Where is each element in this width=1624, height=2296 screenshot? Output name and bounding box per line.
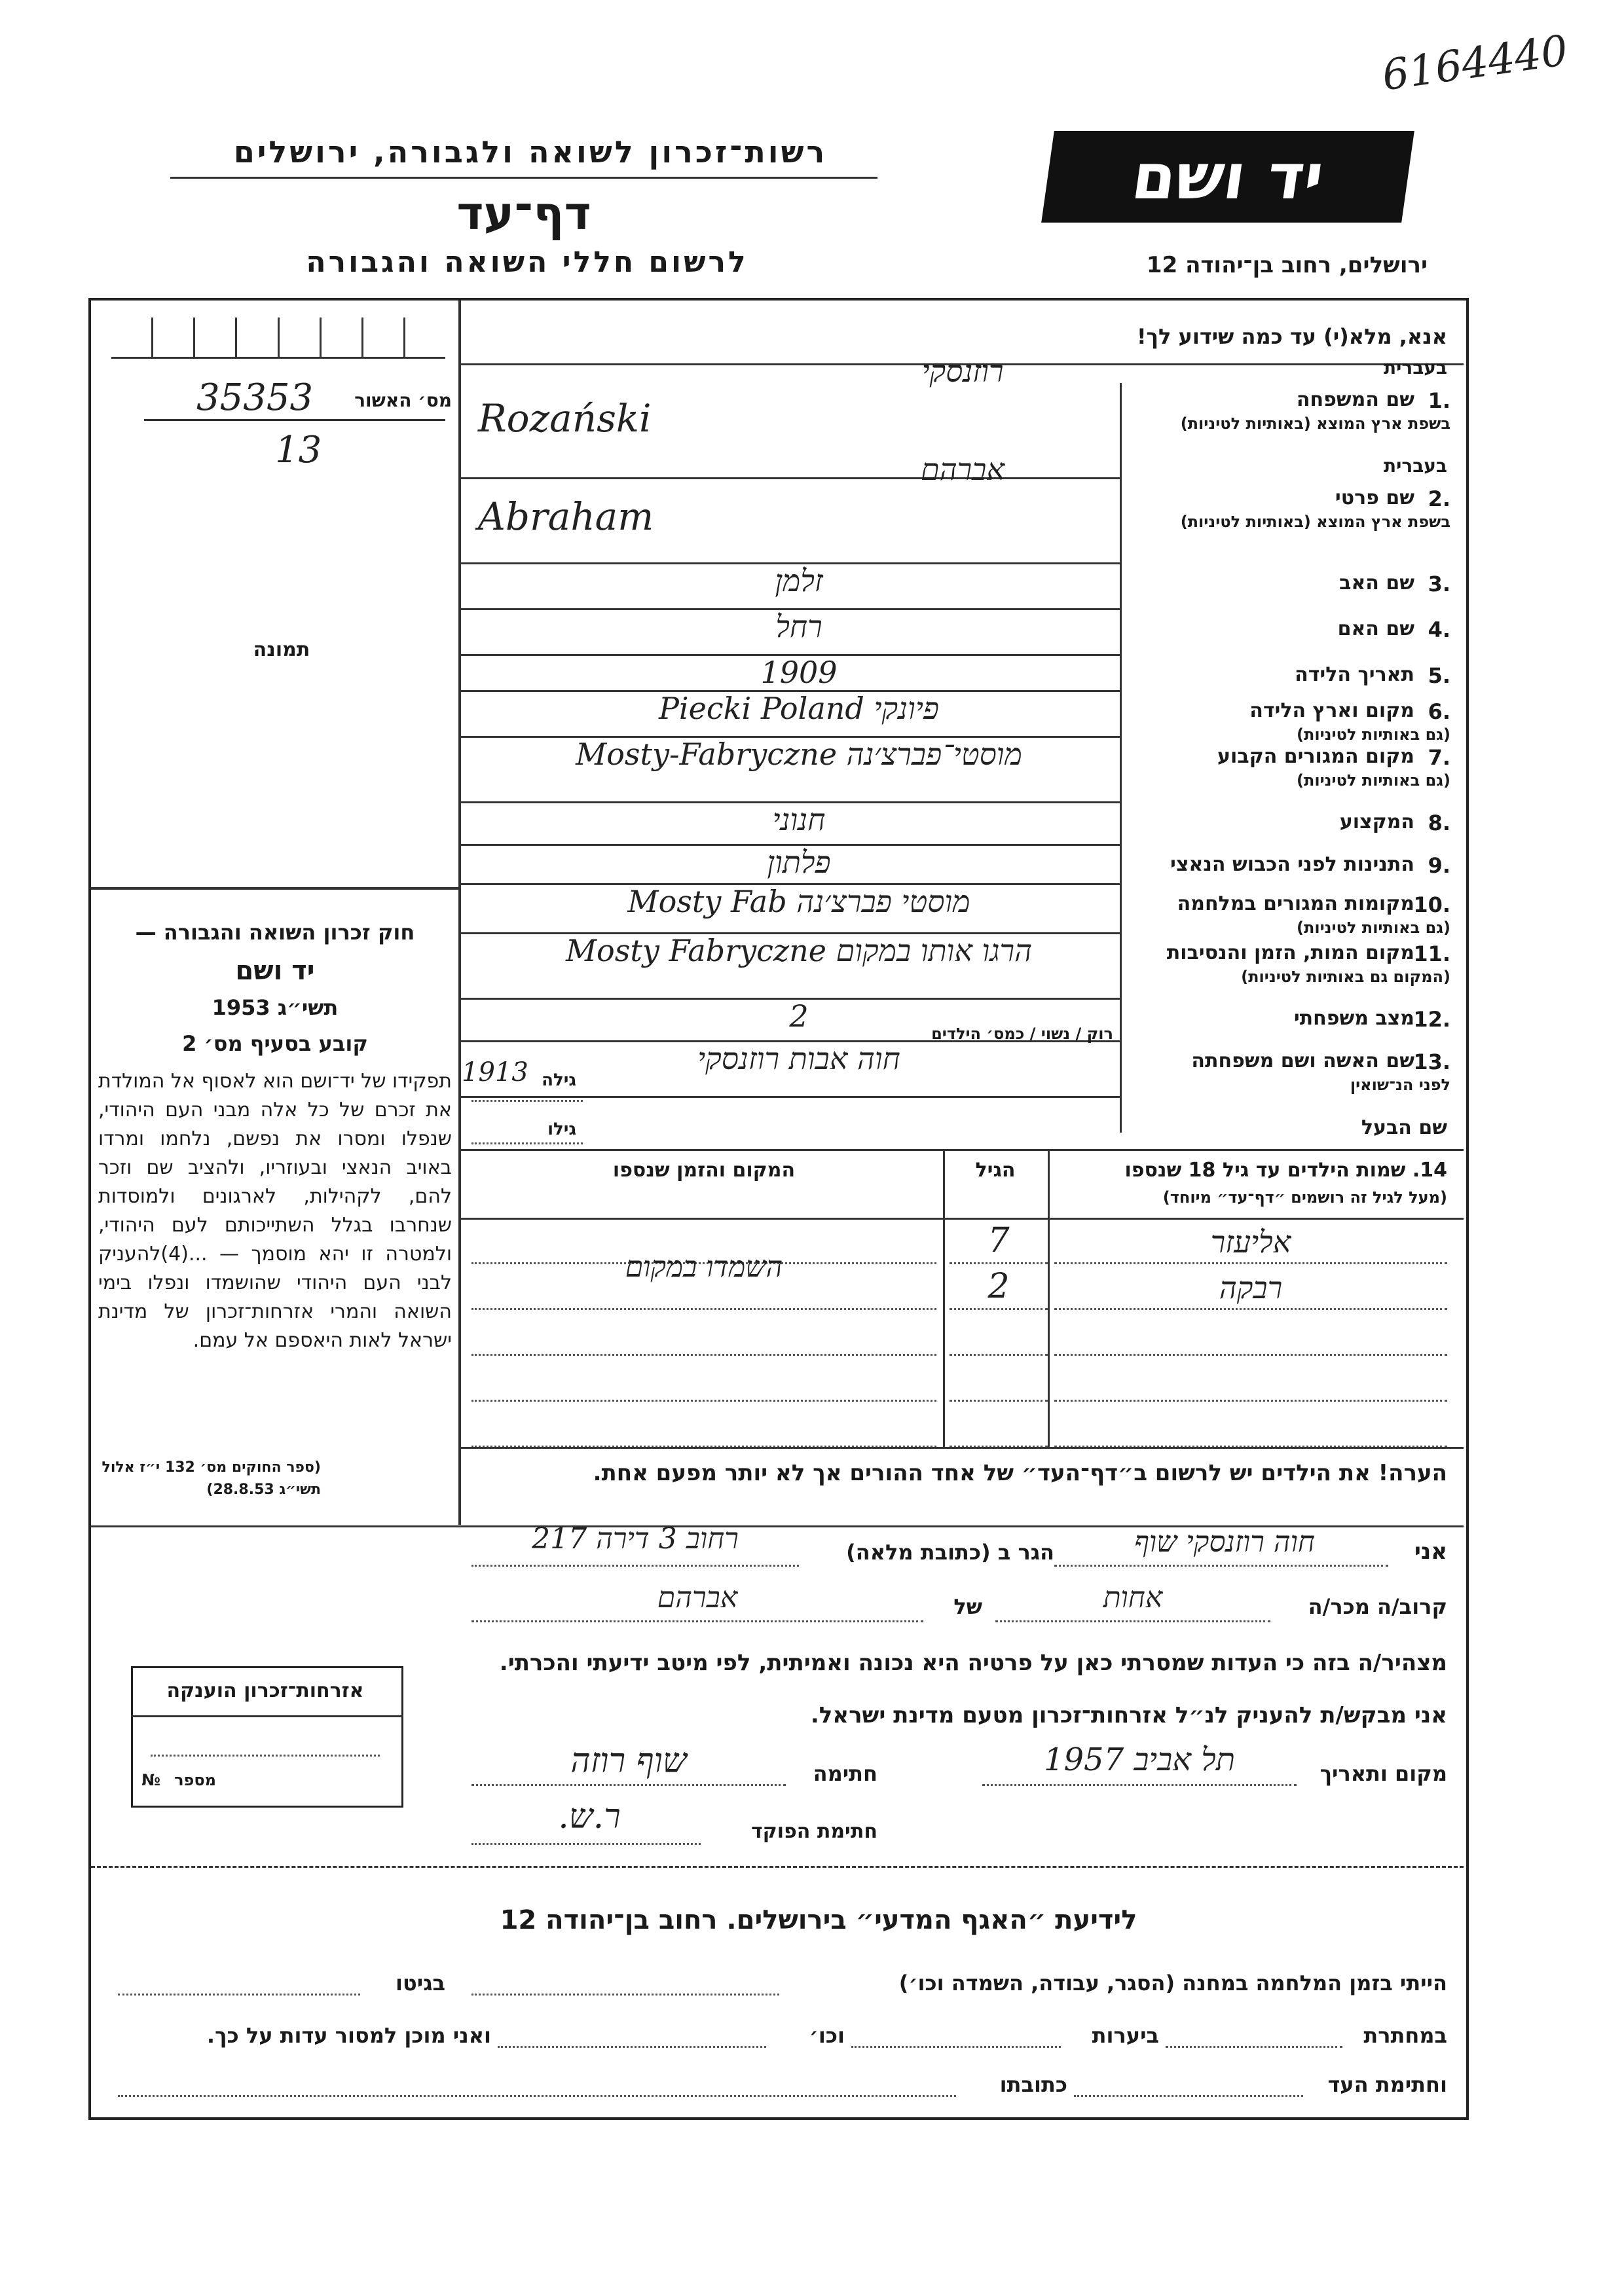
field-row (458, 737, 1464, 805)
field-latin-value: Rozański (478, 396, 652, 441)
relation-value: אחות (1103, 1581, 1163, 1614)
field-row (458, 691, 1464, 744)
field-value: מוסטי־פברצ׳נה Mosty-Fabryczne (576, 737, 1022, 772)
children-subtitle: (מעל לגיל זה רושמים ״דף־עד״ מיוחד) (1162, 1188, 1447, 1207)
top-note: אנא, מלא(י) עד כמה שידוע לך! (1136, 324, 1447, 349)
institution-line: רשות־זכרון לשואה ולגבורה, ירושלים (233, 134, 828, 170)
field-underline (458, 1096, 1120, 1098)
place-date-label: מקום ותאריך (1320, 1761, 1447, 1786)
field-row (458, 609, 1464, 658)
field-label: שם האשה ושם משפחתה (1191, 1049, 1414, 1072)
tick-boxes (111, 318, 445, 359)
child-row (458, 1250, 1464, 1313)
field-value: חוה אבות רוזנסקי (697, 1041, 900, 1076)
field-latin-value: Abraham (478, 494, 654, 539)
approval-sub: 13 (275, 429, 322, 471)
field-sub-label: (גם באותיות לטיניות) (1297, 725, 1450, 744)
remark: הערה! את הילדים יש לרשום ב״דף־העד״ של אחד ההורים אך לא יותר מפעם אחת. (593, 1460, 1447, 1486)
field-value: מוסטי פברצ׳נה Mosty Fab (627, 884, 970, 919)
child-name: אליעזר (1210, 1224, 1291, 1260)
husband-label: שם הבעל (1361, 1116, 1447, 1139)
field-row (458, 1041, 1464, 1100)
witness-address-label: כתובתו (999, 2072, 1067, 2097)
field-row (458, 452, 1464, 566)
field-label: שם פרטי (1335, 486, 1414, 509)
field-number: 9. (1428, 853, 1450, 878)
child-age: 2 (987, 1267, 1010, 1306)
law-text: תפקידו של יד־ושם הוא לאסוף אל המולדת את זכרם של כל אלה מבני העם היהודי, שנפלו ומסרו את נפשם, נלחמו ומרדו באויב הנאצי ובעוזריו, ולהציב שם וזכר להם, לקהילות, לארגונים ולמוסדות שנחרבו בגלל השתייכותם לעם היהודי, ולמטרה זו יהא מוסמך — ...(4)להעניק לבני העם היהודי שהושמדו ונפלו בימי השואה והמרי אזרחות־זכרון של מדינת ישראל לאות היאספם אל עמם. (98, 1070, 452, 1352)
field-number: 8. (1428, 811, 1450, 835)
citizenship-title: אזרחות־זכרון הוענקה (166, 1679, 364, 1702)
yad-vashem-logo: יד ושם (1041, 131, 1414, 223)
field-label: שם האם (1337, 617, 1414, 640)
age-header: הגיל (975, 1159, 1016, 1182)
child-row (458, 1408, 1464, 1450)
official-signature: ר.ש. (558, 1797, 621, 1836)
field-label: שם האב (1339, 572, 1414, 594)
official-label: חתימת הפוקד (751, 1820, 877, 1843)
of-value: אברהם (657, 1581, 738, 1614)
wife-age-label: גילה (542, 1070, 576, 1090)
field-number: 13. (1413, 1049, 1450, 1074)
marital-options: רוק / נשוי / כמס׳ הילדים (931, 1025, 1113, 1043)
field-sub-label: בשפת ארץ המוצא (באותיות לטיניות) (1180, 513, 1450, 531)
field-label: מקום וארץ הלידה (1249, 699, 1414, 722)
field-label: התנינות לפני הכבוש הנאצי (1170, 853, 1414, 876)
footer-underground: במחתרת (1363, 2023, 1447, 2048)
photo-label: תמונה (253, 638, 310, 661)
footer-forests: ביערות (1092, 2023, 1159, 2048)
footer-etc: וכו׳ (809, 2023, 845, 2048)
field-label: המקצוע (1339, 811, 1414, 833)
law-name: יד ושם (235, 956, 315, 986)
child-row (458, 1362, 1464, 1404)
field-row (458, 655, 1464, 694)
footer-ready: ואני מוכן למסור עדות על כך. (206, 2023, 491, 2048)
citizenship-number-label: מספר (174, 1771, 216, 1789)
child-death-place: השמדו במקום (625, 1250, 783, 1284)
field-value: הרגו אותו במקום Mosty Fabryczne (565, 933, 1033, 968)
field-hebrew-value: אברהם (920, 452, 1005, 487)
field-number: 1. (1428, 388, 1450, 413)
field-value: פיונקי Piecki Poland (658, 691, 940, 726)
field-sub-label: בשפת ארץ המוצא (באותיות לטיניות) (1180, 414, 1450, 433)
place-header: המקום והזמן שנספו (612, 1159, 796, 1182)
law-source: (ספר החוקים מס׳ 132 י״ז אלול תשי״ג 28.8.53) (101, 1459, 321, 1498)
field-value: זלמן (775, 563, 823, 598)
ghetto-label: בגיטו (396, 1971, 445, 1995)
header-rule (170, 177, 877, 179)
field-number: 7. (1428, 745, 1450, 770)
signature-label: חתימה (813, 1761, 877, 1786)
field-row (458, 563, 1464, 612)
footer-line1: הייתי בזמן המלחמה במחנה (הסגר, עבודה, השמדה וכו׳) (898, 1971, 1447, 1995)
field-label: מקומות המגורים במלחמה (1177, 892, 1414, 915)
child-age: 7 (987, 1221, 1010, 1260)
signature-value: שוף רוזה (570, 1741, 687, 1781)
husband-age-label: גילו (547, 1120, 576, 1139)
law-clause: קובע בסעיף מס׳ 2 (182, 1031, 368, 1056)
field-number: 12. (1413, 1007, 1450, 1032)
field-number: 10. (1413, 892, 1450, 917)
field-label: שם המשפחה (1296, 388, 1414, 411)
of-label: של (953, 1594, 982, 1619)
form-subtitle: לרשום חללי השואה והגבורה (306, 246, 748, 279)
address: ירושלים, רחוב בן־יהודה 12 (1146, 252, 1428, 278)
field-value: 1909 (760, 655, 838, 690)
place-date-value: תל אביב 1957 (1043, 1741, 1236, 1778)
field-label: תאריך הלידה (1295, 663, 1414, 686)
field-value: 2 (789, 998, 809, 1034)
law-title: חוק זכרון השואה והגבורה — (135, 920, 415, 945)
footer-title: לידיעת ״האגף המדעי״ בירושלים. רחוב בן־יהודה 12 (500, 1905, 1137, 1935)
field-sub-label: לפני הנ־שואין (1350, 1076, 1450, 1094)
archive-number: 6164440 (1379, 26, 1571, 101)
children-title: 14. שמות הילדים עד גיל 18 שנספו (1124, 1159, 1447, 1182)
field-row (458, 884, 1464, 937)
field-label: מצב משפחתי (1293, 1007, 1414, 1030)
request: אני מבקש/ת להעניק לנ״ל אזרחות־זכרון מטעם מדינת ישראל. (810, 1702, 1447, 1728)
form-title: דף־עד (456, 187, 591, 240)
declaration: מצהיר/ה בזה כי העדות שמסרתי כאן על פרטיה היא נכונה ואמיתית, לפי מיטב ידיעתי והכרתי. (499, 1650, 1447, 1676)
citizenship-no-label: № (141, 1771, 160, 1789)
approval-label: מס׳ האשור (354, 390, 452, 411)
field-sub-label: (גם באותיות לטיניות) (1297, 919, 1450, 937)
field-sub-label: (גם באותיות לטיניות) (1297, 771, 1450, 790)
field-label: מקום המות, הזמן והנסיבות (1166, 941, 1414, 964)
residing-label: הגר ב (כתובת מלאה) (846, 1540, 1054, 1565)
witness-name: חוה רוזנסקי שוף (1134, 1525, 1315, 1559)
wife-age-value: 1913 (462, 1057, 528, 1087)
field-row (458, 933, 1464, 1002)
witness-sig-label: וחתימת העד (1327, 2072, 1447, 2097)
field-number: 5. (1428, 663, 1450, 688)
witness-address: רחוב 3 דירה 217 (532, 1522, 739, 1556)
field-row (458, 802, 1464, 848)
relation-label: קרוב/ה מכר/ה (1308, 1594, 1447, 1619)
field-value: חנוני (772, 802, 826, 837)
child-name: רבקה (1219, 1270, 1283, 1305)
law-year: תשי״ג 1953 (212, 995, 339, 1020)
field-hebrew-value: רוזנסקי (921, 354, 1004, 389)
field-number: 2. (1428, 486, 1450, 511)
in-hebrew-label: בעברית (1383, 357, 1447, 378)
in-hebrew-label: בעברית (1383, 455, 1447, 477)
field-sub-label: (המקום גם באותיות לטיניות) (1241, 968, 1450, 986)
field-row (458, 845, 1464, 887)
field-number: 11. (1413, 941, 1450, 966)
child-row (458, 1316, 1464, 1358)
field-number: 6. (1428, 699, 1450, 724)
field-number: 4. (1428, 617, 1450, 642)
field-value: פלתון (767, 845, 831, 880)
field-value: רחל (775, 609, 822, 644)
field-number: 3. (1428, 572, 1450, 596)
witness-i-label: אני (1414, 1539, 1447, 1565)
field-label: מקום המגורים הקבוע (1217, 745, 1414, 768)
approval-number: 35353 (196, 376, 314, 419)
